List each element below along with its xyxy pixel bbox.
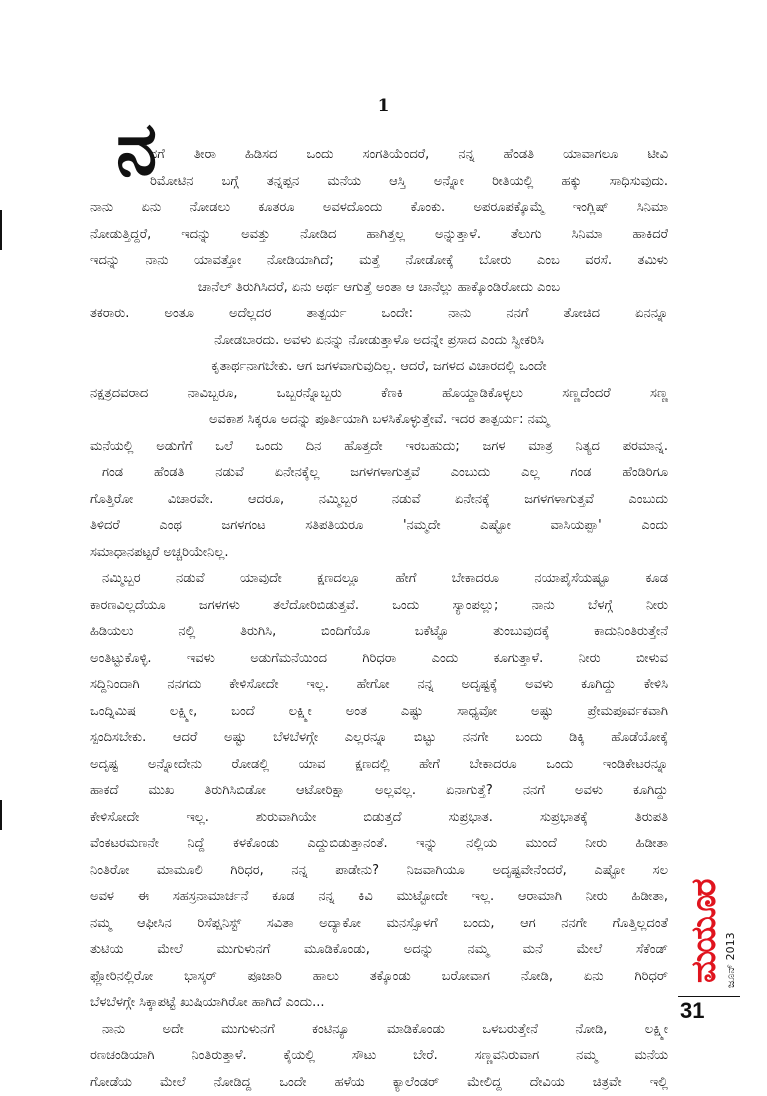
body-line: ಅವಳ ಈ ಸಹಸ್ರನಾಮಾರ್ಚನೆ ಕೂಡ ನನ್ನ ಕಿವಿ ಮುಟ್ಟೋದೇ ಇಲ್ಲ. ಆರಾಮಾಗಿ ನೀರು ಹಿಡೀತಾ, [90, 884, 668, 911]
body-line: ಫ್ಲೋರಿನಲ್ಲಿರೋ ಭಾಸ್ಕರ್ ಪೂಜಾರಿ ಹಾಲು ತಕ್ಕೊಂಡು ಬರೋವಾಗ ನೋಡಿ, ಏನು ಗಿರಿಧರ್ [90, 964, 668, 991]
body-line: ಇದನ್ನು ನಾನು ಯಾವತ್ತೋ ನೋಡಿಯಾಗಿದೆ; ಮತ್ತೆ ನೋಡೋಕ್ಕೆ ಬೋರು ಎಂಬ ವರಸೆ. ತಮಿಳು [90, 248, 668, 275]
body-line: ಬೆಳಬೆಳಗ್ಗೇ ಸಿಕ್ಕಾಪಟ್ಟೆ ಖುಷಿಯಾಗಿರೋ ಹಾಗಿದೆ ಎಂದು... [90, 990, 668, 1017]
body-line: ತಕರಾರು. ಅಂತೂ ಅದೆಲ್ಲದರ ತಾತ್ಪರ್ಯ ಒಂದೇ: ನಾನು ನನಗೆ ತೋಚಿದ ಏನನ್ನೂ [90, 301, 668, 328]
body-line: ರಣಚಂಡಿಯಾಗಿ ನಿಂತಿರುತ್ತಾಳೆ. ಕೈಯಲ್ಲಿ ಸೌಟು ಬೇರೆ. ಸಣ್ಣವನಿರುವಾಗ ನಮ್ಮ ಮನೆಯ [90, 1043, 668, 1070]
page-number: 31 [680, 998, 730, 1024]
magazine-masthead [684, 808, 740, 988]
drop-cap: ನ [116, 112, 157, 186]
body-line: ಚಾನೆಲ್ ತಿರುಗಿಸಿದರೆ, ಏನು ಅರ್ಥ ಆಗುತ್ತೆ ಅಂತಾ ಆ ಚಾನೆಲ್ಲು ಹಾಕ್ಕೊಂಡಿರೋದು ಎಂಬ [90, 275, 668, 302]
page-number-rule [678, 996, 740, 997]
body-line: ಹಿಡಿಯಲು ನಲ್ಲಿ ತಿರುಗಿಸಿ, ಬಿಂದಿಗೆಯೊ ಬಕೆಟ್ಟೊ ತುಂಬುವುದಕ್ಕೆ ಕಾದುನಿಂತಿರುತ್ತೇನೆ [90, 619, 668, 646]
body-line: ನಮ್ಮಿಬ್ಬರ ನಡುವೆ ಯಾವುದೇ ಕ್ಷಣದಲ್ಲೂ ಹೇಗೆ ಬೇಕಾದರೂ ನಯಾಪೈಸೆಯಷ್ಟೂ ಕೂಡ [90, 566, 668, 593]
body-line: ನಗೆ ತೀರಾ ಹಿಡಿಸದ ಒಂದು ಸಂಗತಿಯೆಂದರೆ, ನನ್ನ ಹೆಂಡತಿ ಯಾವಾಗಲೂ ಟೀವಿ [90, 142, 668, 169]
chapter-number: 1 [0, 96, 767, 116]
page-edge-mark-top [0, 210, 2, 250]
body-line: ಸಮಾಧಾನಪಟ್ಟರೆ ಅಚ್ಚರಿಯೇನಿಲ್ಲ. [90, 540, 668, 567]
body-line: ಮನೆಯಲ್ಲಿ ಅಡುಗೆಗೆ ಒಲೆ ಒಂದು ದಿನ ಹೊತ್ತದೇ ಇರಬಹುದು; ಜಗಳ ಮಾತ್ರ ನಿತ್ಯದ ಪರಮಾನ್ನ. [90, 434, 668, 461]
body-line: ಗಂಡ ಹೆಂಡತಿ ನಡುವೆ ಏನೇನಕ್ಕೆಲ್ಲ ಜಗಳಗಳಾಗುತ್ತವೆ ಎಂಬುದು ಎಲ್ಲ ಗಂಡ ಹೆಂಡಿರಿಗೂ [90, 460, 668, 487]
body-line: ವೆಂಕಟರಮಣನೇ ನಿದ್ದೆ ಕಳಕೊಂಡು ಎದ್ದುಬಿಡುತ್ತಾನಂತೆ. ಇನ್ನು ನಲ್ಲಿಯ ಮುಂದೆ ನೀರು ಹಿಡೀತಾ [90, 831, 668, 858]
body-line: ಕೃತಾರ್ಥನಾಗಬೇಕು. ಆಗ ಜಗಳವಾಗುವುದಿಲ್ಲ. ಆದರೆ, ಜಗಳದ ವಿಚಾರದಲ್ಲಿ ಒಂದೇ [90, 354, 668, 381]
body-line: ಕಾರಣವಿಲ್ಲದೆಯೂ ಜಗಳಗಳು ತಲೆದೋರಿಬಿಡುತ್ತವೆ. ಒಂದು ಸ್ಯಾಂಪಲ್ಲು; ನಾನು ಬೆಳಗ್ಗೆ ನೀರು [90, 593, 668, 620]
body-line: ನೋಡಬಾರದು. ಅವಳು ಏನನ್ನು ನೋಡುತ್ತಾಳೊ ಅದನ್ನೇ ಪ್ರಸಾದ ಎಂದು ಸ್ವೀಕರಿಸಿ [90, 328, 668, 355]
article-body [90, 142, 668, 1096]
magazine-logo: ಮಯೂರ [684, 878, 724, 986]
body-line: ಅವಕಾಶ ಸಿಕ್ಕರೂ ಅದನ್ನು ಪೂರ್ತಿಯಾಗಿ ಬಳಸಿಕೊಳ್ಳುತ್ತೇವೆ. ಇದರ ತಾತ್ಪರ್ಯ: ನಮ್ಮ [90, 407, 668, 434]
body-line: ತುಟಿಯ ಮೇಲೆ ಮುಗುಳುನಗೆ ಮೂಡಿಕೊಂಡು, ಅದನ್ನು ನಮ್ಮ ಮನೆ ಮೇಲೆ ಸೆಕೆಂಡ್ [90, 937, 668, 964]
body-line: ಕೇಳಿಸೋದೇ ಇಲ್ಲ. ಶುರುವಾಗಿಯೇ ಬಿಡುತ್ತದೆ ಸುಪ್ರಭಾತ. ಸುಪ್ರಭಾತಕ್ಕೆ ತಿರುಪತಿ [90, 805, 668, 832]
body-line: ಗೋಡೆಯ ಮೇಲೆ ನೋಡಿದ್ದ ಒಂದೇ ಹಳೆಯ ಕ್ಯಾಲೆಂಡರ್ ಮೇಲಿದ್ದ ದೇವಿಯ ಚಿತ್ರವೇ ಇಲ್ಲಿ [90, 1070, 668, 1096]
body-line: ನಮ್ಮ ಆಫೀಸಿನ ರಿಸೆಪ್ಷನಿಸ್ಟ್ ಸವಿತಾ ಅದ್ಯಾಕೋ ಮನಸ್ಸೊಳಗೆ ಬಂದು, ಆಗ ನನಗೇ ಗೊತ್ತಿಲ್ಲದಂತೆ [90, 911, 668, 938]
body-line: ಅಂತಿಟ್ಟುಕೊಳ್ಳಿ. ಇವಳು ಅಡುಗೆಮನೆಯಿಂದ ಗಿರಿಧರಾ ಎಂದು ಕೂಗುತ್ತಾಳೆ. ನೀರು ಬೀಳುವ [90, 646, 668, 673]
body-line: ಅದೃಷ್ಟ ಅನ್ನೋದೇನು ರೋಡಲ್ಲಿ ಯಾವ ಕ್ಷಣದಲ್ಲಿ ಹೇಗೆ ಬೇಕಾದರೂ ಒಂದು ಇಂಡಿಕೇಟರನ್ನೂ [90, 752, 668, 779]
body-line: ತಿಳಿದರೆ ಎಂಥ ಜಗಳಗಂಟ ಸತಿಪತಿಯರೂ 'ನಮ್ಮದೇ ಎಷ್ಟೋ ವಾಸಿಯಪ್ಪಾ' ಎಂದು [90, 513, 668, 540]
body-line: ನಾನು ಅದೇ ಮುಗುಳುನಗೆ ಕಂಟಿನ್ಯೂ ಮಾಡಿಕೊಂಡು ಒಳಬರುತ್ತೇನೆ ನೋಡಿ, ಲಕ್ಷ್ಮೀ [90, 1017, 668, 1044]
body-line: ನಕ್ಷತ್ರದವರಾದ ನಾವಿಬ್ಬರೂ, ಒಬ್ಬರನ್ನೊಬ್ಬರು ಕೆಣಕಿ ಹೊಯ್ದಾಡಿಕೊಳ್ಳಲು ಸಣ್ಣದೆಂದರೆ ಸಣ್ಣ [90, 381, 668, 408]
body-line: ಹಾಕದೆ ಮುಖ ತಿರುಗಿಸಿಬಿಡೋ ಆಟೋರಿಕ್ಷಾ ಅಲ್ಲವಲ್ಲ. ಏನಾಗುತ್ತೆ? ನನಗೆ ಅವಳು ಕೂಗಿದ್ದು [90, 778, 668, 805]
body-line: ನಾನು ಏನು ನೋಡಲು ಕೂತರೂ ಅವಳದೊಂದು ಕೊಂಕು. ಅಪರೂಪಕ್ಕೊಮ್ಮೆ ಇಂಗ್ಲಿಷ್ ಸಿನಿಮಾ [90, 195, 668, 222]
body-line: ನೋಡುತ್ತಿದ್ದರೆ, ಇದನ್ನು ಅವತ್ತು ನೋಡಿದ ಹಾಗಿತ್ತಲ್ಲ ಅನ್ನುತ್ತಾಳೆ. ತೆಲುಗು ಸಿನಿಮಾ ಹಾಕಿದರೆ [90, 222, 668, 249]
body-line: ಸ್ಪಂದಿಸಬೇಕು. ಆದರೆ ಅಷ್ಟು ಬೆಳಬೆಳಗ್ಗೇ ಎಲ್ಲರನ್ನೂ ಬಿಟ್ಟು ನನಗೇ ಬಂದು ಡಿಕ್ಕಿ ಹೊಡೆಯೋಕ್ಕೆ [90, 725, 668, 752]
body-line: ನಿಂತಿರೋ ಮಾಮೂಲಿ ಗಿರಿಧರ, ನನ್ನ ಪಾಡೇನು? ನಿಜವಾಗಿಯೂ ಅದೃಷ್ಟವೇನೆಂದರೆ, ಎಷ್ಟೋ ಸಲ [90, 858, 668, 885]
body-line: ಗೊತ್ತಿರೋ ವಿಚಾರವೇ. ಆದರೂ, ನಮ್ಮಿಬ್ಬರ ನಡುವೆ ಏನೇನಕ್ಕೆ ಜಗಳಗಳಾಗುತ್ತವೆ ಎಂಬುದು [90, 487, 668, 514]
body-line: ಒಂದ್ನಿಮಿಷ ಲಕ್ಷ್ಮೀ, ಬಂದೆ ಲಕ್ಷ್ಮೀ ಅಂತ ಎಷ್ಟು ಸಾಧ್ಯವೋ ಅಷ್ಟು ಪ್ರೇಮಪೂರ್ವಕವಾಗಿ [90, 699, 668, 726]
issue-date: ಜೂನ್ 2013 [724, 808, 738, 988]
page-edge-mark-bottom [0, 800, 2, 830]
body-line: ರಿಮೋಟಿನ ಬಗ್ಗೆ ತನ್ನಪ್ಪನ ಮನೆಯ ಆಸ್ತಿ ಅನ್ನೋ ರೀತಿಯಲ್ಲಿ ಹಕ್ಕು ಸಾಧಿಸುವುದು. [90, 169, 668, 196]
body-line: ಸದ್ದಿನಿಂದಾಗಿ ನನಗದು ಕೇಳಿಸೋದೇ ಇಲ್ಲ. ಹೇಗೋ ನನ್ನ ಅದೃಷ್ಟಕ್ಕೆ ಅವಳು ಕೂಗಿದ್ದು ಕೇಳಿಸಿ [90, 672, 668, 699]
